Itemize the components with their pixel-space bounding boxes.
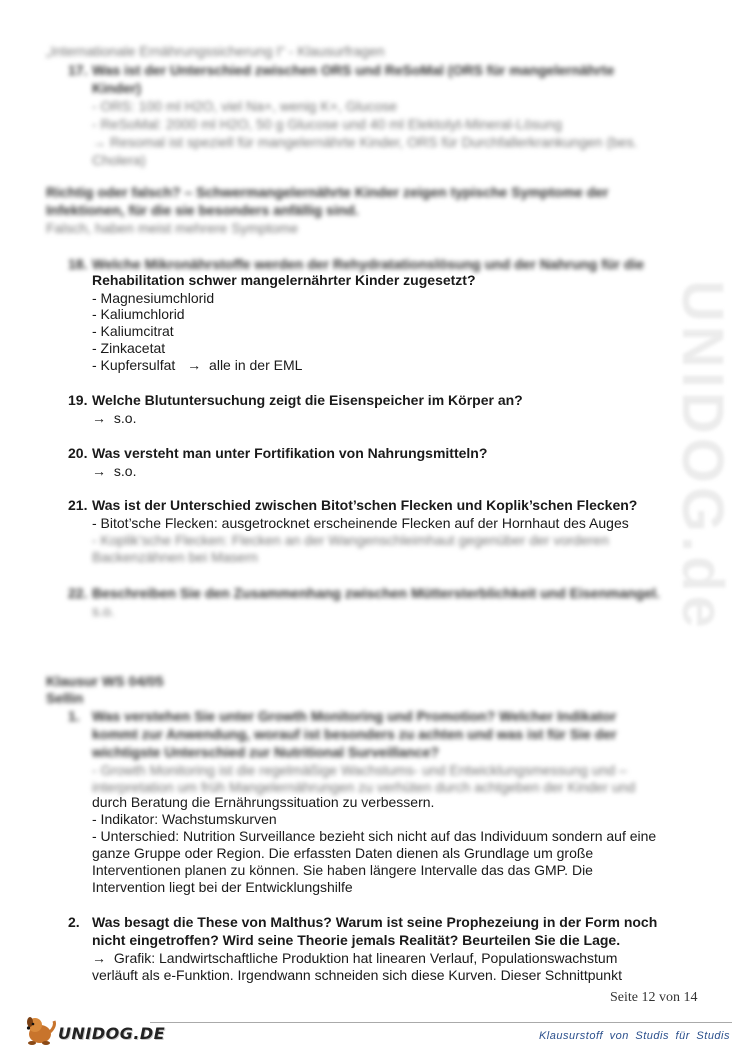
q22-title: Beschreiben Sie den Zusammenhang zwischen Müttersterblichkeit und Eisenmangel. bbox=[92, 585, 660, 601]
tf-answer: Falsch, haben meist mehrere Symptome bbox=[46, 220, 299, 236]
q17-title-2: Kinder) bbox=[92, 80, 141, 96]
q17-title: Was ist der Unterschied zwischen ORS und ReSoMal (ORS für mangelernährte bbox=[92, 62, 615, 78]
tf-question-2: Infektionen, für die sie besonders anfällig sind. bbox=[46, 202, 359, 218]
footer-note: Klausurstoff von Studis für Studis bbox=[538, 1030, 730, 1042]
q22-answer: s.o. bbox=[92, 603, 115, 619]
e1-answer-2: interpretation um früh Mangelernährungen zu verhüten durch achtgeben der Kinder und bbox=[92, 779, 636, 795]
dog-icon bbox=[22, 1014, 58, 1046]
exam-title: Klausur WS 04/05 bbox=[46, 673, 164, 689]
footer-divider bbox=[150, 1022, 732, 1023]
q18-item-4: - Zinkacetat bbox=[92, 340, 166, 356]
q19-title: Welche Blutuntersuchung zeigt die Eisenspeicher im Körper an? bbox=[92, 392, 523, 408]
q17-answer-4: Cholera) bbox=[92, 152, 146, 168]
q18-title-2: Rehabilitation schwer mangelernährter Kinder zugesetzt? bbox=[92, 272, 476, 288]
q19-answer bbox=[92, 410, 136, 427]
e1-answer-1: - Growth Monitoring ist die regelmäßige Wachstums- und Entwicklungsmessung und – bbox=[92, 762, 627, 778]
q18-number: 18. bbox=[68, 256, 88, 272]
unidog-logo bbox=[22, 1014, 166, 1048]
e1-title-2: kommt zur Anwendung, worauf ist besonders zu achten und was ist für Sie der bbox=[92, 726, 617, 742]
arrow-right-icon: → bbox=[187, 357, 202, 373]
e2-number: 2. bbox=[68, 914, 80, 930]
e1-answer-3: durch Beratung die Ernährungssituation zu verbessern. bbox=[92, 794, 435, 810]
q17-number: 17. bbox=[68, 62, 88, 78]
e1-answer-4: - Indikator: Wachstumskurven bbox=[92, 811, 277, 827]
q18-item-5 bbox=[92, 357, 302, 374]
tf-question-1: Richtig oder falsch? – Schwermangelernährte Kinder zeigen typische Symptome der bbox=[46, 184, 609, 200]
arrow-right-icon: → bbox=[92, 410, 106, 426]
q22-number: 22. bbox=[68, 585, 88, 601]
q21-answer-1: - Bitot’sche Flecken: ausgetrocknet erscheinende Flecken auf der Hornhaut des Auges bbox=[92, 515, 629, 531]
e2-title-1: Was besagt die These von Malthus? Warum ist seine Prophezeiung in der Form noch bbox=[92, 914, 658, 930]
q20-answer-text: s.o. bbox=[113, 463, 137, 479]
q19-number: 19. bbox=[68, 392, 88, 408]
header-title: „Internationale Ernährungssicherung I“ - Klausurfragen bbox=[46, 43, 385, 59]
e2-answer-1-text: Grafik: Landwirtschaftliche Produktion hat linearen Verlauf, Populationswachstum bbox=[113, 950, 618, 966]
e1-answer-6: ganze Gruppe oder Region. Die erfassten Daten dienen als Grundlage um große bbox=[92, 845, 594, 861]
arrow-right-icon: → bbox=[92, 950, 106, 966]
q21-answer-2: - Koplik’sche Flecken: Flecken an der Wangenschleimhaut gegenüber der vorderen bbox=[92, 532, 609, 548]
e2-title-2: nicht eingetroffen? Wird seine Theorie jemals Realität? Beurteilen Sie die Lage. bbox=[92, 932, 621, 948]
q21-answer-3: Backenzähnen bei Masern bbox=[92, 549, 258, 565]
q21-number: 21. bbox=[68, 497, 88, 513]
logo-text: UNIDOG.DE bbox=[58, 1024, 166, 1043]
q17-answer-3: → Resomal ist speziell für mangelernährte Kinder, ORS für Durchfallerkrankungen (bes. bbox=[92, 134, 638, 150]
e1-answer-8: Intervention liegt bei der Entwicklungshilfe bbox=[92, 879, 353, 895]
q18-item-5-text: - Kupfersulfat bbox=[92, 357, 176, 373]
e1-title-1: Was verstehen Sie unter Growth Monitoring und Promotion? Welcher Indikator bbox=[92, 708, 617, 724]
e2-answer-2: verläuft als e-Funktion. Irgendwann schneiden sich diese Kurven. Dieser Schnittpunkt bbox=[92, 967, 622, 983]
e1-answer-5: - Unterschied: Nutrition Surveillance bezieht sich nicht auf das Individuum sondern auf eine bbox=[92, 828, 657, 844]
exam-subtitle: Sellin bbox=[46, 690, 84, 706]
q19-answer-text: s.o. bbox=[113, 410, 137, 426]
q17-answer-1: - ORS: 100 ml H2O, viel Na+, wenig K+, Glucose bbox=[92, 98, 398, 114]
q18-item-3: - Kaliumcitrat bbox=[92, 323, 174, 339]
e2-answer-1 bbox=[92, 950, 617, 967]
watermark-text: UNIDOG.de bbox=[670, 280, 735, 632]
q18-item-2: - Kaliumchlorid bbox=[92, 306, 185, 322]
q18-item-note: alle in der EML bbox=[209, 357, 303, 373]
q18-item-1: - Magnesiumchlorid bbox=[92, 290, 215, 306]
q18-title: Welche Mikronährstoffe werden der Rehydratationslösung und der Nahrung für die bbox=[92, 256, 645, 272]
e1-title-3: wichtigste Unterschied zur Nutritional Surveillance? bbox=[92, 744, 439, 760]
e1-number: 1. bbox=[68, 708, 80, 724]
q21-title: Was ist der Unterschied zwischen Bitot’schen Flecken und Koplik’schen Flecken? bbox=[92, 497, 638, 513]
e1-answer-7: Interventionen planen zu können. Sie haben längere Intervalle das das GMP. Die bbox=[92, 862, 593, 878]
q20-answer bbox=[92, 463, 136, 480]
q20-title: Was versteht man unter Fortifikation von Nahrungsmitteln? bbox=[92, 445, 488, 461]
q17-answer-2: - ReSoMal: 2000 ml H2O, 50 g Glucose und 40 ml Elektolyt-Mineral-Lösung bbox=[92, 116, 562, 132]
page-number: Seite 12 von 14 bbox=[610, 990, 698, 1005]
arrow-right-icon: → bbox=[92, 463, 106, 479]
q20-number: 20. bbox=[68, 445, 88, 461]
